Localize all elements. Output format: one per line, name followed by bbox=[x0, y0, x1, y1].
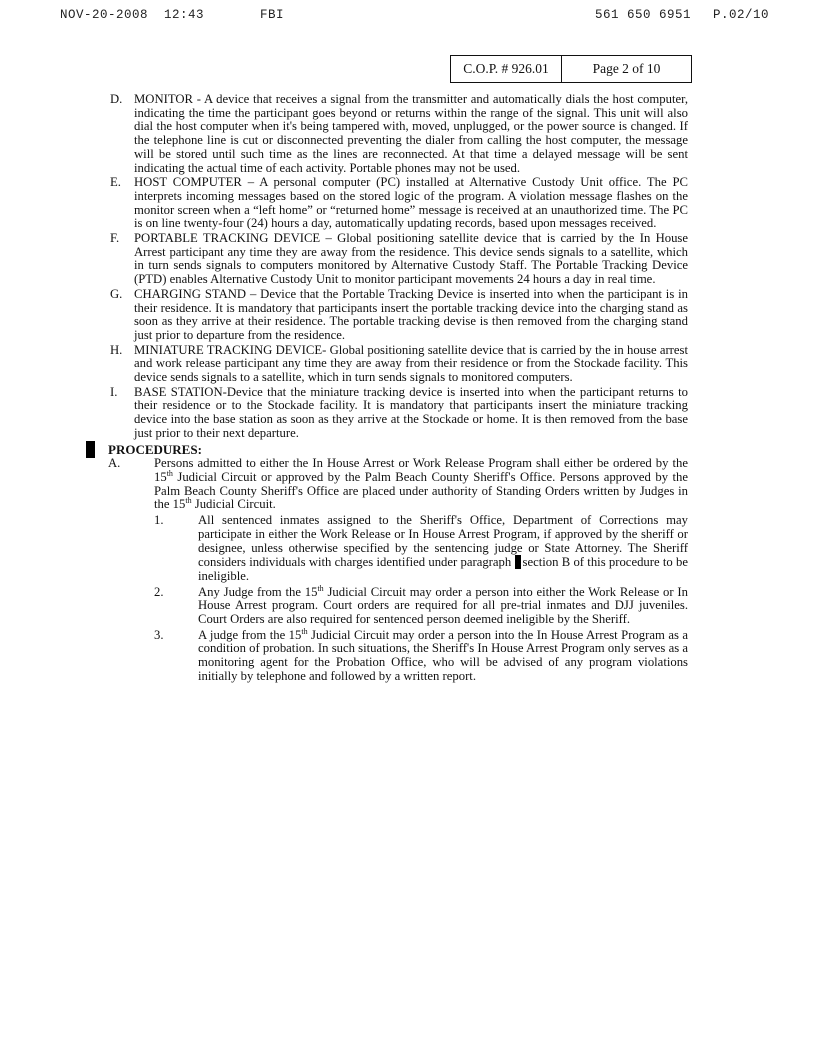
definition-item bbox=[108, 386, 688, 441]
item-text: section B of this procedure to be ineligible. bbox=[198, 555, 689, 583]
cop-page-indicator: Page 2 of 10 bbox=[592, 61, 661, 76]
ordinal-suffix: th bbox=[317, 583, 324, 593]
item-number: 1. bbox=[154, 513, 164, 528]
fax-transmission-header bbox=[0, 0, 820, 30]
item-label: G. bbox=[110, 286, 123, 301]
item-text: MONITOR - A device that receives a signal from the transmitter and automatically dials the host computer, indicating the time the participant goes beyond or returns within the range of the signal. This unit will also dial the host computer when it's being tampered with, moved, unplugged, or the power source is changed. If the telephone line is cut or disconnected preventing the dialer from calling the host computer, the message will be stored until such time as the lines are reconnected. At that time a delayed message will be sent indicating the actual time of each activity. Portable phones may not be used. bbox=[134, 92, 688, 175]
definition-item bbox=[108, 232, 688, 287]
item-text: MINIATURE TRACKING DEVICE- Global positioning satellite device that is carried by the in house arrest and work release participant any time they are away from their residence or from the Stockade facility. This device sends signals to a satellite, which in turn sends signals to monitored computers. bbox=[134, 342, 688, 385]
section-text: Persons admitted to either the In House Arrest or Work Release Program shall either be ordered by the 15 bbox=[154, 456, 688, 484]
fax-phone: 561 650 6951 bbox=[595, 8, 692, 22]
procedure-item-1 bbox=[154, 514, 688, 584]
fax-time: 12:43 bbox=[164, 8, 205, 22]
item-label: H. bbox=[110, 342, 123, 357]
item-text: Judicial Circuit may order a person into the In House Arrest Program as a condition of probation. In such situations, the Sheriff's In House Arrest Program only serves as a monitoring agent for the Probation Office, who will be advised of any program violations initially by telephone and followed by a written report. bbox=[198, 627, 688, 683]
definition-item bbox=[108, 93, 688, 175]
procedures-heading-text: PROCEDURES: bbox=[108, 441, 202, 457]
item-label: F. bbox=[110, 231, 120, 246]
ordinal-suffix: th bbox=[301, 626, 308, 636]
definition-item bbox=[108, 288, 688, 343]
revision-bar bbox=[86, 441, 95, 458]
procedure-section-a bbox=[108, 457, 688, 512]
item-number: 3. bbox=[154, 627, 164, 642]
item-text: BASE STATION-Device that the miniature tracking device is inserted into when the participant returns to their residence or to the Stockade facility. It is mandatory that participants insert the miniature tracking device into the base station as soon as they arrive at the Stockade or home. It is then removed from the base just prior to their next departure. bbox=[134, 384, 688, 440]
definition-item bbox=[108, 176, 688, 231]
ordinal-suffix: th bbox=[185, 496, 192, 506]
revision-mark bbox=[515, 555, 521, 569]
section-label: A. bbox=[108, 456, 121, 471]
definition-item bbox=[108, 344, 688, 385]
item-text: All sentenced inmates assigned to the Sheriff's Office, Department of Corrections may participate in either the Work Release or In House Arrest Program, if approved by the sheriff or designee, unless otherwise specified by the sentencing judge or State Attorney. The Sheriff considers individuals with charges identified under paragraph bbox=[198, 513, 688, 570]
procedure-item-2 bbox=[154, 583, 688, 627]
fax-sender: FBI bbox=[260, 8, 285, 22]
fax-date: NOV-20-2008 bbox=[60, 8, 149, 22]
fax-datetime bbox=[60, 8, 204, 22]
section-text: Judicial Circuit or approved by the Palm Beach County Sheriff's Office. Persons approved by the Palm Beach County Sheriff's Office are placed under authority of Standing Orders written by Judges in the 15 bbox=[154, 469, 688, 512]
item-label: D. bbox=[110, 92, 123, 106]
item-label: E. bbox=[110, 175, 121, 190]
document-body bbox=[108, 93, 688, 686]
cop-reference-box bbox=[450, 55, 692, 83]
item-text: Judicial Circuit may order a person into either the Work Release or In House Arrest program. Court orders are required for all pre-trial inmates and DJJ juveniles. Court Orders are also required for sentenced person deemed ineligible by the Sheriff. bbox=[198, 584, 688, 627]
item-text: PORTABLE TRACKING DEVICE – Global positioning satellite device that is carried by the In House Arrest participant any time they are away from the residence. This device sends signals to a satellite, which in turn sends signals to computers monitored by Alternative Custody Staff. The Portable Tracking Device (PTD) enables Alternative Custody Unit to monitor participant movements 24 hours a day in real time. bbox=[134, 231, 688, 287]
procedure-item-3 bbox=[154, 626, 688, 684]
item-text: Any Judge from the 15 bbox=[198, 584, 318, 599]
fax-page-number: P.02/10 bbox=[713, 8, 770, 22]
item-text: CHARGING STAND – Device that the Portable Tracking Device is inserted into when the participant is in their residence. It is mandatory that participants insert the portable tracking device into the charging stand as soon as they arrive at their residence. The portable tracking devise is then removed from the charging stand just prior to departure from the residence. bbox=[134, 286, 688, 342]
item-text: A judge from the 15 bbox=[198, 627, 302, 642]
item-text: HOST COMPUTER – A personal computer (PC) installed at Alternative Custody Unit office. The PC interprets incoming messages based on the stored logic of the program. A violation message flashes on the monitor screen when a “left home” or “returned home” message is received at an unauthorized time. The PC is on line twenty-four (24) hours a day, automatically updating records, based upon messages received. bbox=[134, 175, 688, 231]
ordinal-suffix: th bbox=[166, 468, 173, 478]
cop-number: C.O.P. # 926.01 bbox=[451, 56, 562, 82]
procedures-heading bbox=[108, 443, 688, 457]
item-label: I. bbox=[110, 384, 118, 399]
section-text: Judicial Circuit. bbox=[191, 497, 276, 512]
item-number: 2. bbox=[154, 584, 164, 599]
